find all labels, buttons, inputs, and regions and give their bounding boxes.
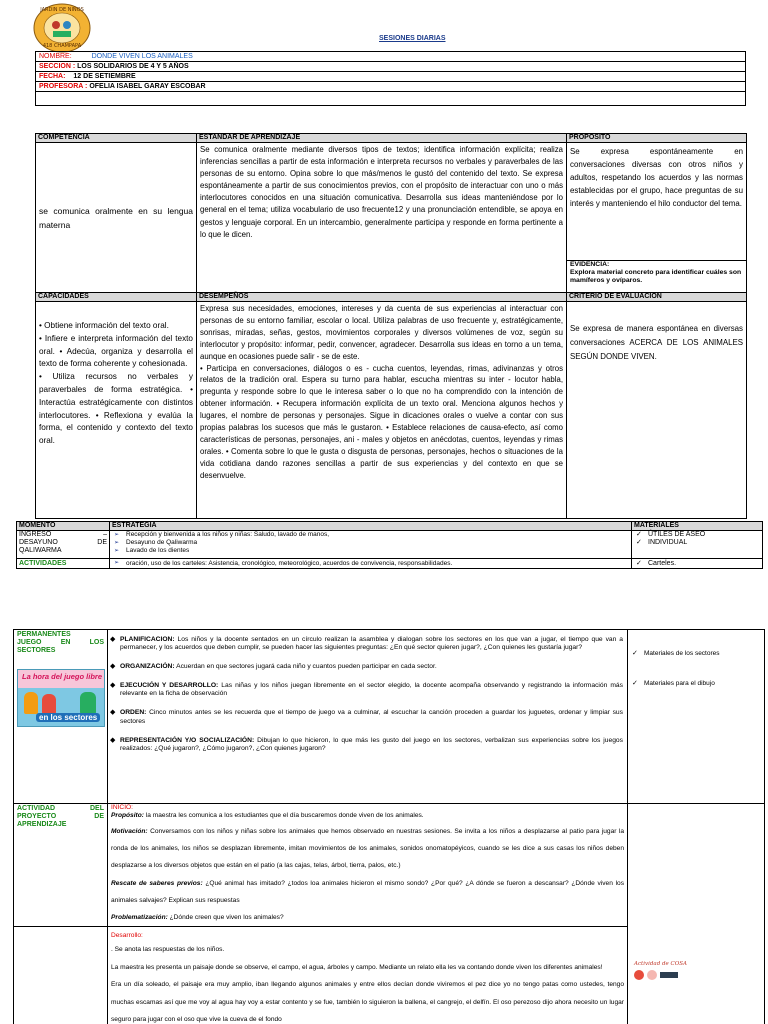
header-row-nombre: NOMBRE: DONDE VIVEN LOS ANIMALES xyxy=(36,52,746,62)
material-item: ✓ Carteles. xyxy=(636,559,758,568)
problematizacion-text: Problematización: ¿Dónde creen que viven los animales? xyxy=(111,914,284,922)
image-caption-bottom: en los sectores xyxy=(36,713,100,722)
desarrollo-cell xyxy=(108,927,628,1024)
juego-item: ◆ REPRESENTACIÓN Y/O SOCIALIZACIÓN: Dibujan lo que hicieron, lo que más les gusto del juego en los sectores, verbalizan sus experiencias sobre los juegos realizados: ¿Qué jugaron?, ¿Cómo jugaron?, ¿Con quienes jugaron? xyxy=(110,737,623,753)
proposito-text: Propósito: la maestra les comunica a los estudiantes que el día buscaremos donde viven de los animales. xyxy=(111,812,424,819)
permanentes-label: PERMANENTES xyxy=(17,631,71,638)
material-item: ✓ INDIVIDUAL xyxy=(636,539,758,547)
juego-item: ◆ ORGANIZACIÓN: Acuerdan en que sectores jugará cada niño y cuantos pueden participar en cada sector. xyxy=(110,662,437,670)
desempenos-cell: Expresa sus necesidades, emociones, intereses y da cuenta de sus experiencias al interactuar con personas de su entorno familiar, escolar o local. Utiliza palabras de uso frecuente y, estratégicamente, sonrisas, miradas, señas, gestos, movimientos corporales y diversos volúmenes de voz, según su interlocutor y propósito: informar, pedir, convencer, agradecer. Desarrolla sus ideas en torno a un tema, aunque en ocasiones puede salir - se de este. • Participa en conversaciones, diálogos o es - cucha cuentos, leyendas, rimas, adivinanzas y otros relatos de la tradición oral. Espera su turno para hablar, escucha mientras su inter - locutor habla, pregunta y responde sobre lo que le interesa saber o lo que no ha comprendido con la intención de obtener información. • Recupera información explícita de un texto oral. Menciona algunos hechos y lugares, el nombre de personas y personajes. Sigue in dicaciones orales o vuelve a contar con sus propias palabras los sucesos que más le gustaron. • Establece relaciones de causa-efecto, así como características de personas, personajes, ani - males y objetos en anécdotas, cuentos, leyendas y rimas orales. • Comenta sobre lo que le gusta o disgusta de personas, personajes, hechos o situaciones de la vida cotidiana dando razones sencillas a partir de sus experiencias y del contexto en que se desenvuelve. xyxy=(197,302,567,519)
diamond-bullet-icon: ◆ xyxy=(110,737,116,745)
juego-materiales-cell xyxy=(628,630,765,804)
proyecto-materiales-cell xyxy=(628,804,765,1024)
inicio-title: INICIO: xyxy=(111,804,133,811)
material-item: ✓ Materiales para el dibujo xyxy=(632,680,760,688)
header-row-seccion: SECCION : LOS SOLIDARIOS DE 4 Y 5 AÑOS xyxy=(36,62,746,72)
capacidades-cell: • Obtiene información del texto oral. • Infiere e interpreta información del texto oral. • Adecúa, organiza y desarrolla el texto de forma coherente y cohesionada. • Utiliza recursos no verbales y paraverbales de forma estratégica. • Interactúa estratégicamente con distintos interlocutores. • Reflexiona y evalúa la forma, el contenido y contexto del texto oral. xyxy=(36,302,197,519)
diamond-bullet-icon: ◆ xyxy=(110,681,116,689)
estandar-cell: Se comunica oralmente mediante diversos tipos de textos; identifica información explícita; realiza inferencias sencillas a partir de esta información e interpreta recursos no verbales y paraverbales de las personas de su entorno. Opina sobre lo que más/menos le gustó del contenido del texto. Se expresa espontáneamente a partir de sus conocimientos previos, con el propósito de interactuar con uno o más interlocutores conocidos en una situación comunicativa. Desarrolla sus ideas manteniéndose por lo general en el tema; utiliza vocabulario de uso frecuente12 y una pronunciación entendible, se apoya en gestos y lenguaje corporal. En un intercambio, generalmente participa y responde en forma pertinente a lo que le dicen. xyxy=(197,143,567,293)
proposito-header: PROPOSITO xyxy=(567,134,747,143)
evidencia-label: EVIDENCIA: xyxy=(570,261,610,268)
activity-stamp: Actividad de COSA xyxy=(634,961,754,997)
rescate-text: Rescate de saberes previos: ¿Qué animal has imitado? ¿todos loa animales hicieron el mismo sondo? ¿Por qué? ¿A dónde se fueron a descansar? ¿Dónde viven los animales salvajes? Explican sus respuestas xyxy=(111,879,624,904)
estrategia-item: ➢ Recepción y bienvenida a los niños y niñas: Saludo, lavado de manos, xyxy=(114,531,627,539)
criterio-cell: Se expresa de manera espontánea en diversas conversaciones ACERCA DE LOS ANIMALES SEGÚN DONDE VIVEN. xyxy=(567,302,747,519)
actividades-label: ACTIVIDADES xyxy=(17,559,110,569)
desarrollo-p2: La maestra les presenta un paisaje donde se observe, el campo, el agua, árboles y campo. Mediante un relato ella les va contando donde viven los diferentes animales! xyxy=(111,963,603,971)
diamond-bullet-icon: ◆ xyxy=(110,662,116,670)
materiales-cell xyxy=(632,531,763,559)
header-row-profesora: PROFESORA : OFELIA ISABEL GARAY ESCOBAR xyxy=(36,82,746,92)
competencia-table xyxy=(35,133,747,519)
juego-sectores-image xyxy=(17,669,105,727)
estrategia-cell xyxy=(110,531,632,559)
momento-header: MOMENTO xyxy=(17,522,110,531)
juego-item: ◆ EJECUCIÓN Y DESARROLLO: Las niñas y los niños juegan libremente en el sector elegido, la docente acompaña observando y registrando la información más relevante en la ficha de observación xyxy=(110,681,623,698)
material-item: ✓ ÚTILES DE ASEO xyxy=(636,531,758,539)
diamond-bullet-icon: ◆ xyxy=(110,709,116,717)
juego-label-cell xyxy=(14,630,108,804)
desempenos-header: DESEMPEÑOS xyxy=(197,293,567,302)
competencia-cell: se comunica oralmente en su lengua materna xyxy=(36,143,197,293)
estrategia-item: ➢ Lavado de los dientes xyxy=(114,547,627,555)
momento-table xyxy=(16,521,763,569)
actividades-text: ➢ oración, uso de los carteles: Asistencia, cronológico, meteorológico, acuerdos de convivencia, responsabilidades. xyxy=(114,559,627,568)
school-logo xyxy=(33,3,91,53)
header-row-fecha: FECHA: 12 DE SETIEMBRE xyxy=(36,72,746,82)
competencia-header: COMPETENCIA xyxy=(36,134,197,143)
svg-text:JARDIN DE NIÑOS: JARDIN DE NIÑOS xyxy=(40,7,84,13)
materiales-header: MATERIALES xyxy=(632,522,763,531)
desarrollo-title: Desarrollo: xyxy=(111,932,143,940)
motivacion-text: Motivación: Conversamos con los niños y niñas sobre los animales que hemos observado en nuestras sesiones. Se invita a los niños a desplazarse al patio para jugar la ronda de los animales, los niños se desplazan libremente, imitan movimientos de los animales, sonidos onomatopéyicos, cuando se les dice a sus casas los niños deben desplazarse a los diversos objetos que están en el patio (a las cajas, telas, árbol, tierra, palos, etc.) xyxy=(111,828,624,870)
desarrollo-p1: . Se anota las respuestas de los niños. xyxy=(111,946,225,954)
criterio-header: CRITERIO DE EVALUACION xyxy=(567,293,747,302)
capacidades-header: CAPACIDADES xyxy=(36,293,197,302)
header-table xyxy=(35,51,746,106)
juego-table xyxy=(13,629,765,1024)
juego-label: JUEGO EN LOS SECTORES xyxy=(17,639,104,654)
actividades-cell xyxy=(110,559,632,569)
header-row-empty xyxy=(36,92,746,106)
inicio-cell xyxy=(108,804,628,927)
proyecto-label: ACTIVIDAD DEL PROYECTO DE APRENDIZAJE xyxy=(17,805,104,828)
evidencia-text: Explora material concreto para identificar cuáles son mamíferos y ovíparos. xyxy=(570,269,742,284)
evidencia-cell xyxy=(567,261,747,293)
momento-cell: INGRESO – DESAYUNO DE QALIWARMA xyxy=(17,531,110,559)
juego-item: ◆ PLANIFICACION: Los niños y la docente sentados en un círculo realizan la asamblea y dialogan sobre los sectores en los que van a jugar, el tiempo que van a permanecer, y los acuerdos que deben cumplir, se pueden hacer las siguientes preguntas: ¿En qué sector quieren jugar?, ¿Con quienes les gustaría jugar? xyxy=(110,636,623,652)
diamond-bullet-icon: ◆ xyxy=(110,636,116,643)
estrategia-item: ➢ Desayuno de Qaliwarma xyxy=(114,539,627,547)
desarrollo-p3: Era un día soleado, el paisaje era muy amplio, iban llegando algunos animales y entre ellos decían donde viviremos el pez dice yo no tengo patas como ustedes, tengo muchas escamas así que me voy al agua hay voy a estar contento y se fue, también lo siguieron la ballena, el cangrejo, el delfín. El oso perezoso dijo ahora necesito un lugar seguro para jugar con el oso que vive la cueva de el fondo xyxy=(111,981,624,1024)
juego-items-cell xyxy=(108,630,628,804)
proposito-cell: Se expresa espontáneamente en conversaciones diversas con otros niños y adultos, respetando los acuerdos y las normas establecidas por el grupo, hace preguntas de su interés y manteniendo el hilo conductor del tema. xyxy=(567,143,747,261)
juego-item: ◆ ORDEN: Cinco minutos antes se les recuerda que el tiempo de juego va a culminar, al escuchar la canción proceden a guardar los juguetes, ordenar y limpiar sus sectores xyxy=(110,709,623,725)
material-item: ✓ Materiales de los sectores xyxy=(632,650,760,658)
page-title: SESIONES DIARIAS xyxy=(379,35,446,42)
actividades-material-cell xyxy=(632,559,763,569)
proyecto-label-cell xyxy=(14,804,108,927)
image-caption-top: La hora del juego libre xyxy=(22,672,103,681)
desarrollo-label-cell xyxy=(14,927,108,1024)
estrategia-header: ESTRATEGIA xyxy=(110,522,632,531)
estandar-header: ESTANDAR DE APRENDIZAJE xyxy=(197,134,567,143)
svg-text:418 CHAMPAPA: 418 CHAMPAPA xyxy=(42,43,82,49)
